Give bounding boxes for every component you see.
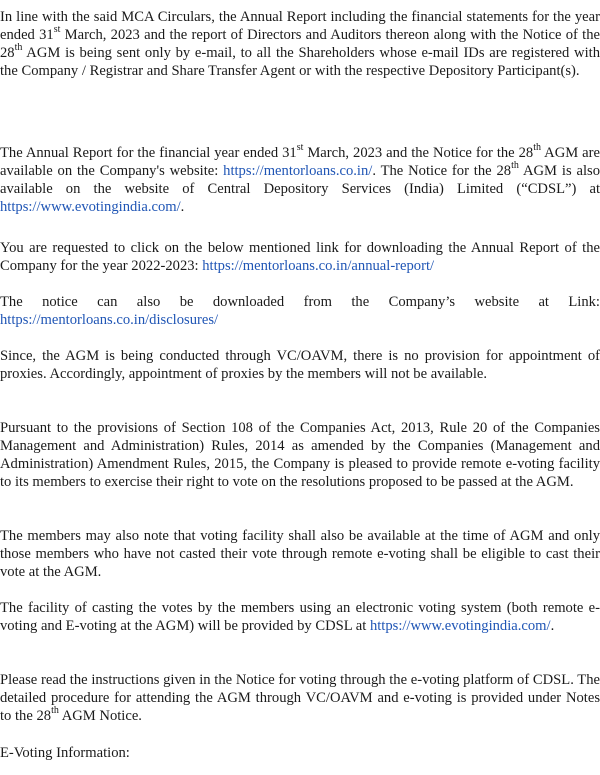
disclosures-link[interactable]: https://mentorloans.co.in/disclosures/ (0, 312, 219, 328)
ordinal-superscript: th (51, 705, 59, 717)
paragraph-cdsl-facility (0, 599, 600, 635)
paragraph-annual-report-download (0, 239, 600, 275)
ordinal-superscript: st (53, 24, 61, 36)
paragraph-text: Since, the AGM is being conducted through VC/OAVM, there is no provision for appointment of proxies. Accordingly, appointment of proxies by the members will not be available. (0, 348, 600, 382)
ordinal-superscript: th (14, 42, 23, 54)
ordinal-superscript: th (511, 160, 519, 172)
ordinal-superscript: st (296, 142, 304, 154)
paragraph-text: The notice can also be downloaded from the Company’s website at Link: (0, 294, 600, 310)
paragraph-text: The members may also note that voting facility shall also be available at the time of AGM and only those members who have not casted their vote through remote e-voting shall be eligible to cast their vote at the AGM. (0, 528, 600, 580)
paragraph-text: E-Voting Information: (0, 745, 130, 761)
paragraph-text: March, 2023 and the report of Directors and Auditors thereon along with the Notice of the 28 (0, 27, 600, 61)
paragraph-website-availability (0, 144, 600, 216)
paragraph-text: . The Notice for the 28 (372, 163, 512, 179)
cdsl-evoting-link[interactable]: https://www.evotingindia.com/ (0, 199, 181, 215)
paragraph-text: You are requested to click on the below mentioned link for downloading the Annual Report of the Company for the year 2022-2023: (0, 240, 600, 274)
paragraph-section-108 (0, 419, 600, 491)
paragraph-text: Pursuant to the provisions of Section 108 of the Companies Act, 2013, Rule 20 of the Companies Management and Administration) Rules, 2014 as amended by the Companies (Management and Administration) Amendment Rules, 2015, the Company is pleased to provide remote e-voting facility to its members to exercise their right to vote on the resolutions proposed to be passed at the AGM. (0, 420, 600, 490)
paragraph-text: AGM is being sent only by e-mail, to all the Shareholders whose e-mail IDs are registered with the Company / Registrar and Share Transfer Agent or with the respective Depository Participant(s). (0, 45, 600, 79)
annual-report-link[interactable]: https://mentorloans.co.in/annual-report/ (202, 258, 435, 274)
cdsl-evoting-link[interactable]: https://www.evotingindia.com/ (369, 618, 551, 634)
paragraph-agm-voting (0, 527, 600, 581)
paragraph-text: The facility of casting the votes by the members using an electronic voting system (both remote e-voting and E-voting at the AGM) will be provided by CDSL at (0, 600, 600, 634)
evoting-information-heading (0, 744, 600, 762)
company-website-link[interactable]: https://mentorloans.co.in/ (223, 163, 373, 179)
paragraph-text: . (550, 618, 555, 634)
paragraph-proxies (0, 347, 600, 383)
paragraph-text: AGM Notice. (58, 708, 142, 724)
paragraph-text: The Annual Report for the financial year ended 31 (0, 145, 297, 161)
paragraph-text: AGM is also available on the website of Central Depository Services (India) Limited (“CDSL”) at (0, 163, 600, 197)
paragraph-text: March, 2023 and the Notice for the 28 (303, 145, 534, 161)
ordinal-superscript: th (533, 142, 541, 154)
paragraph-text: In line with the said MCA Circulars, the Annual Report including the financial statements for the year ended 31 (0, 9, 600, 43)
paragraph-notice-download (0, 293, 600, 329)
paragraph-text: Please read the instructions given in the Notice for voting through the e-voting platform of CDSL. The detailed procedure for attending the AGM through VC/OAVM and e-voting is provided under Notes to the 28 (0, 672, 600, 724)
paragraph-text: AGM are available on the Company's website: (0, 145, 600, 179)
paragraph-annual-report-email (0, 8, 600, 80)
paragraph-instructions (0, 671, 600, 725)
paragraph-text: . (180, 199, 185, 215)
